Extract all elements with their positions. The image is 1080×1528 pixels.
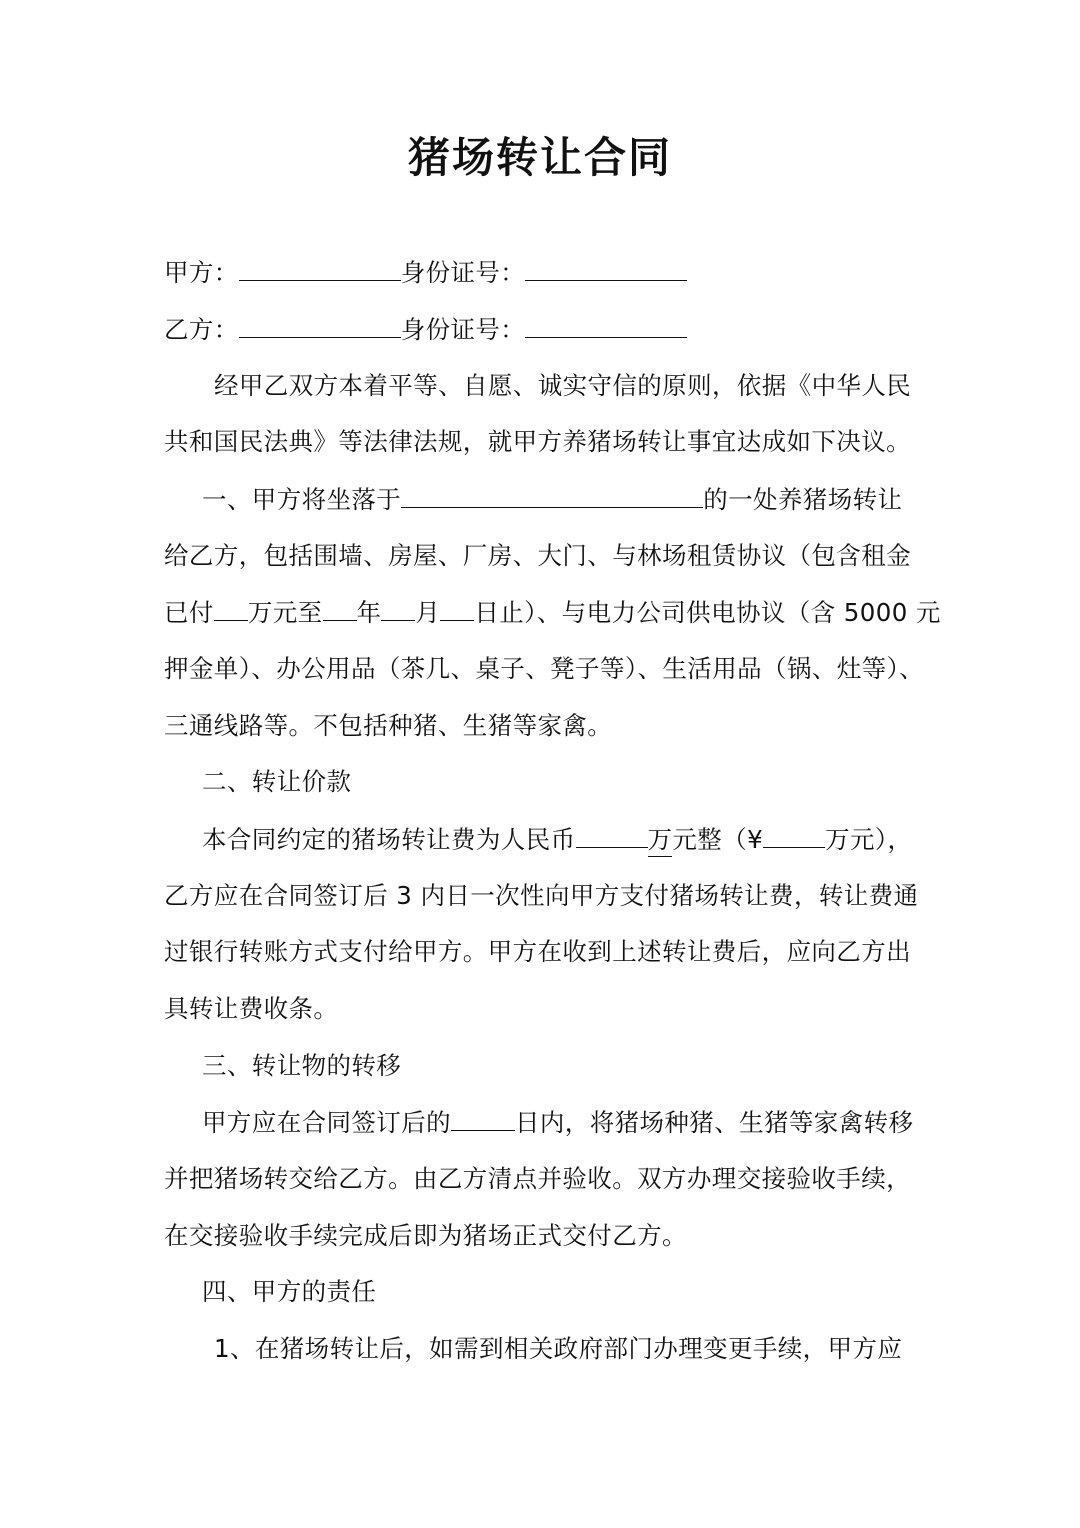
intro-line-1: 经甲乙双方本着平等、自愿、诚实守信的原则，依据《中华人民 [214, 371, 912, 400]
month-blank [381, 592, 415, 621]
day-blank [440, 592, 474, 621]
section1-line-5: 三通线路等。不包括种猪、生猪等家禽。 [164, 711, 613, 740]
days-blank [451, 1102, 515, 1131]
party-a-id-label: 身份证号： [400, 258, 526, 287]
party-b-id-label: 身份证号： [400, 315, 526, 344]
party-a-blank [239, 252, 401, 281]
section2-heading: 二、转让价款 [202, 767, 352, 796]
section2-line-3: 过银行转账方式支付给甲方。甲方在收到上述转让费后，应向乙方出 [164, 937, 911, 966]
section3-heading: 三、转让物的转移 [202, 1051, 402, 1080]
section3-line-2: 并把猪场转交给乙方。由乙方清点并验收。双方办理交接验收手续， [164, 1164, 911, 1193]
intro-line-2: 共和国民法典》等法律法规，就甲方养猪场转让事宜达成如下决议。 [164, 427, 911, 456]
section1-line-4: 押金单）、办公用品（茶几、桌子、凳子等）、生活用品（锅、灶等）、 [164, 654, 925, 683]
paid-amount-blank [214, 592, 248, 621]
party-b-blank [239, 309, 401, 338]
section4-line-1: 1、在猪场转让后，如需到相关政府部门办理变更手续，甲方应 [214, 1334, 903, 1363]
section1-line-2: 给乙方，包括围墙、房屋、厂房、大门、与林场租赁协议（包含租金 [164, 541, 911, 570]
party-b-row [164, 309, 924, 349]
price-number-blank [763, 819, 825, 848]
section4-heading: 四、甲方的责任 [202, 1277, 377, 1306]
section2-line-1: 本合同约定的猪场转让费为人民币 万元整（¥ 万元）， [164, 819, 924, 859]
section1-line-3: 已付 万元至 年 月 日止）、与电力公司供电协议（含 5000 元 [164, 592, 924, 632]
section2-line-2: 乙方应在合同签订后 3 内日一次性向甲方支付猪场转让费，转让费通 [164, 881, 919, 910]
price-blank [576, 819, 648, 848]
location-blank [401, 479, 703, 508]
party-a-row [164, 252, 924, 292]
section3-line-3: 在交接验收手续完成后即为猪场正式交付乙方。 [164, 1221, 687, 1250]
year-blank [323, 592, 357, 621]
section2-line-4: 具转让费收条。 [164, 994, 339, 1023]
section3-line-1: 甲方应在合同签订后的 日内，将猪场种猪、生猪等家禽转移 [164, 1102, 924, 1142]
party-a-label: 甲方： [164, 258, 239, 287]
party-b-id-blank [525, 309, 687, 338]
page-title: 猪场转让合同 [407, 133, 672, 182]
section1-line-1: 一、甲方将坐落于 的一处养猪场转让 [164, 479, 924, 519]
party-b-label: 乙方： [164, 315, 239, 344]
party-a-id-blank [525, 252, 687, 281]
